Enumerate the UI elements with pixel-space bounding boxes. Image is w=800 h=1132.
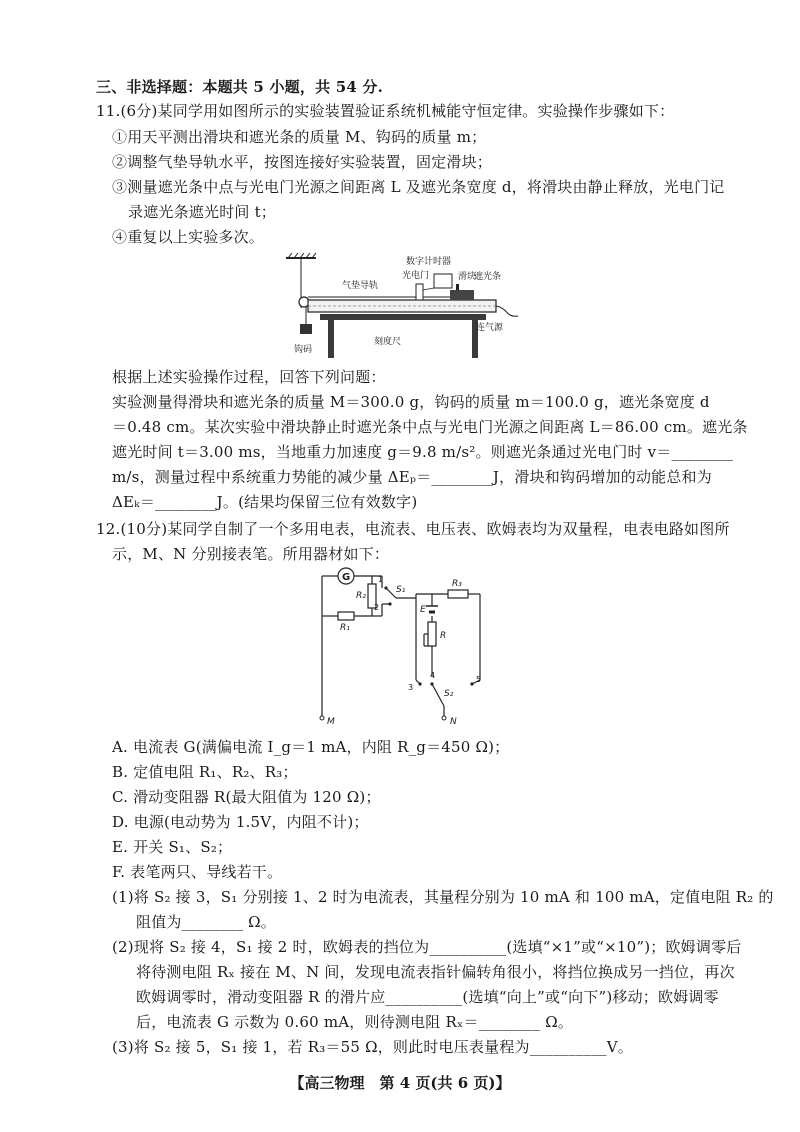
q12-item-b: B. 定值电阻 R₁、R₂、R₃； [112, 763, 298, 781]
label-slider: 滑块 [458, 272, 477, 282]
figure-label: N [450, 717, 457, 727]
digital-timer [434, 274, 452, 288]
table-top [320, 314, 486, 320]
figure-label: M [327, 717, 335, 727]
table-leg-left [328, 320, 334, 358]
label-shade: 遮光条 [474, 272, 502, 282]
page-footer: 【高三物理 第 4 页(共 6 页)】 [289, 1074, 511, 1092]
q11-body-1: 根据上述实验操作过程，回答下列问题： [112, 368, 386, 386]
figure-label: 1 [378, 575, 384, 584]
q12-item-d: D. 电源(电动势为 1.5V，内阻不计)； [112, 813, 369, 831]
q11-body-2: 实验测量得滑块和遮光条的质量 M＝300.0 g，钩码的质量 m＝100.0 g，遮光条宽度 d [112, 393, 710, 411]
q12-stem-1: 12.(10分)某同学自制了一个多用电表，电流表、电压表、欧姆表均为双量程，电表电路如图所 [96, 520, 730, 538]
figure-label: E [420, 605, 426, 615]
q12-part-2-cont-2: 欧姆调零时，滑动变阻器 R 的滑片应__________(选填“向上”或“向下”)移动；欧姆调零 [136, 988, 719, 1006]
q12-circuit-figure [312, 566, 502, 732]
figure-label: S₁ [396, 585, 406, 595]
section-title: 三、非选择题：本题共 5 小题，共 54 分. [96, 78, 384, 96]
q11-stem: 11.(6分)某同学用如图所示的实验装置验证系统机械能守恒定律。实验操作步骤如下： [96, 102, 675, 120]
air-hose [496, 306, 518, 316]
slider-block [450, 290, 474, 300]
rheostat-r [428, 622, 436, 646]
hook-weight [300, 324, 312, 334]
s2-blade [432, 684, 444, 706]
terminal-n [442, 716, 446, 720]
label-photogate: 光电门 [402, 271, 430, 281]
label-scale: 刻度尺 [374, 337, 402, 347]
figure-label: 2 [374, 603, 380, 612]
q11-step-4: ④重复以上实验多次。 [112, 228, 265, 246]
resistor-r1 [338, 612, 354, 620]
label-timer: 数字计时器 [406, 257, 452, 267]
label-rail: 气垫导轨 [342, 281, 379, 291]
label-air: 连气源 [476, 323, 504, 333]
photogate [416, 284, 423, 300]
q11-body-4: 遮光时间 t＝3.00 ms，当地重力加速度 g＝9.8 m/s²。则遮光条通过光电门时 v＝________ [112, 443, 734, 461]
q11-body-6: ΔEₖ＝________J。(结果均保留三位有效数字) [112, 493, 418, 511]
q12-part-2-cont-1: 将待测电阻 Rₓ 接在 M、N 间，发现电流表指针偏转角很小，将挡位换成另一挡位，再次 [136, 963, 735, 981]
q12-item-f: F. 表笔两只、导线若干。 [112, 863, 283, 881]
resistor-r3 [448, 590, 468, 598]
q12-item-c: C. 滑动变阻器 R(最大阻值为 120 Ω)； [112, 788, 381, 806]
figure-label: 5 [476, 675, 482, 684]
q11-body-5: m/s，测量过程中系统重力势能的减少量 ΔEₚ＝________J，滑块和钩码增加的动能总和为 [112, 468, 712, 486]
figure-label: R₁ [340, 623, 350, 633]
figure-label: 4 [430, 671, 436, 680]
q12-item-e: E. 开关 S₁、S₂； [112, 838, 233, 856]
figure-label: S₂ [444, 689, 454, 699]
q11-body-3: ＝0.48 cm。某次实验中滑块静止时遮光条中点与光电门光源之间距离 L＝86.00 cm。遮光条 [112, 418, 748, 436]
shade-strip [456, 284, 459, 290]
q11-apparatus-figure [280, 252, 520, 364]
q12-part-1: (1)将 S₂ 接 3，S₁ 分别接 1、2 时为电流表，其量程分别为 10 mA 和 100 mA，定值电阻 R₂ 的 [112, 888, 774, 906]
label-weight: 钩码 [294, 345, 313, 355]
q12-part-3: (3)将 S₂ 接 5，S₁ 接 1，若 R₃＝55 Ω，则此时电压表量程为__________V。 [112, 1038, 633, 1056]
terminal-m [320, 716, 324, 720]
q12-item-a: A. 电流表 G(满偏电流 I_g＝1 mA，内阻 R_g＝450 Ω)； [112, 738, 510, 756]
q11-step-1: ①用天平测出滑块和遮光条的质量 M、钩码的质量 m； [112, 128, 487, 146]
q11-step-2: ②调整气垫导轨水平，按图连接好实验装置，固定滑块； [112, 153, 493, 171]
s1-blade [386, 588, 396, 598]
q12-stem-2: 示，M、N 分别接表笔。所用器材如下： [112, 545, 390, 563]
q12-part-2-cont-3: 后，电流表 G 示数为 0.60 mA，则待测电阻 Rₓ＝________ Ω。 [136, 1013, 574, 1031]
q12-part-1-cont: 阻值为________ Ω。 [136, 913, 277, 931]
figure-label: R [440, 631, 447, 641]
air-rail [308, 300, 496, 312]
q11-step-3-cont: 录遮光条遮光时间 t； [128, 203, 276, 221]
q11-step-3: ③测量遮光条中点与光电门光源之间距离 L 及遮光条宽度 d，将滑块由静止释放，光电门记 [112, 178, 725, 196]
figure-label: R₃ [452, 579, 462, 589]
figure-label: G [342, 572, 351, 583]
figure-label: 3 [408, 683, 414, 692]
figure-label: R₂ [356, 591, 366, 601]
q12-part-2: (2)现将 S₂ 接 4，S₁ 接 2 时，欧姆表的挡位为__________(选填“×1”或“×10”)；欧姆调零后 [112, 938, 742, 956]
